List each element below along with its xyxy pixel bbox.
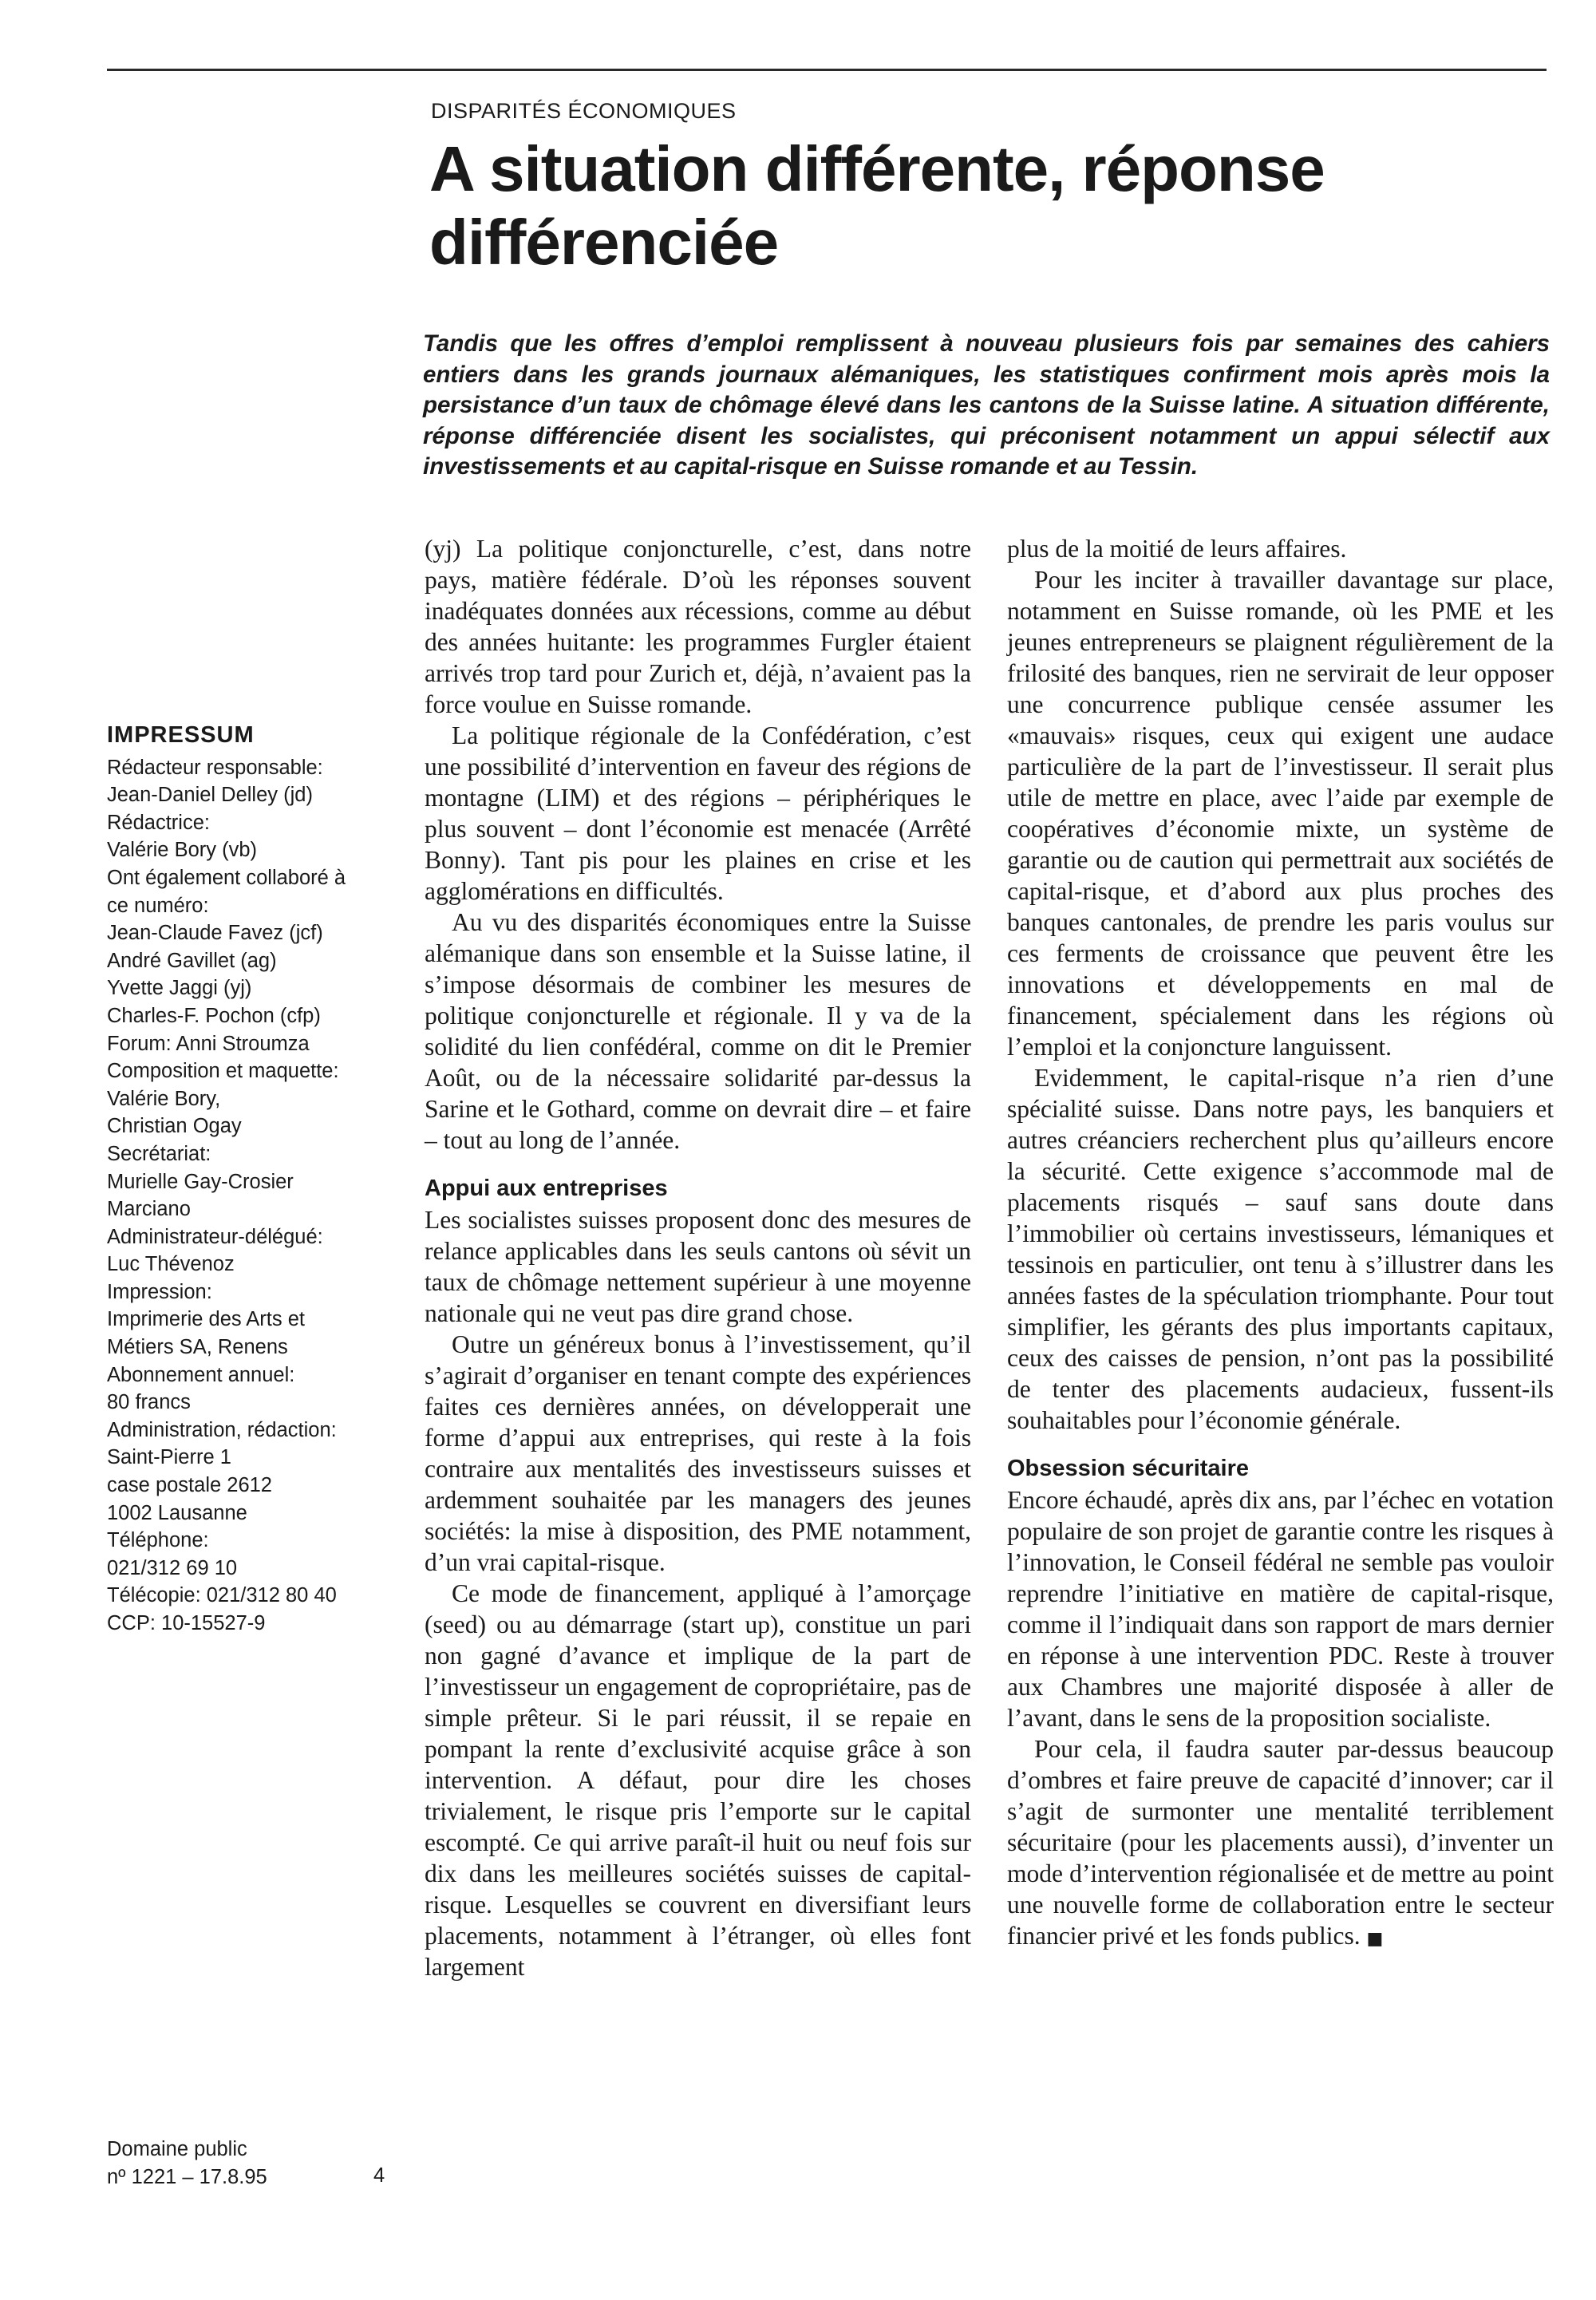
- impressum-line: Murielle Gay-Crosier: [107, 1170, 294, 1193]
- paragraph-text: Pour cela, il faudra sauter par-dessus beaucoup d’ombres et faire preuve de capacité d’innover; car il s’agit de surmonter une mentalité terriblement sécuritaire (pour les placements aussi), d’inventer un mode d’intervention régionalisée et de mettre au point une nouvelle forme de collaboration entre le secteur financier privé et les fonds publics.: [1007, 1735, 1554, 1950]
- impressum-line: Secrétariat:: [107, 1142, 211, 1165]
- impressum-line: Rédactrice:: [107, 811, 210, 834]
- article-lead: Tandis que les offres d’emploi remplissent à nouveau plusieurs fois par semaines des cahiers entiers dans les grands journaux alémaniques, les statistiques confirment mois après mois la persistance d’un taux de chômage élevé dans les cantons de la Suisse latine. A situation différente, réponse différenciée disent les socialistes, qui préconisent notamment un appui sélectif aux investissements et au capital-risque en Suisse romande et au Tessin.: [423, 330, 1550, 480]
- paragraph: Evidemment, le capital-risque n’a rien d’une spécialité suisse. Dans notre pays, les banquiers et autres créanciers recherchent plus qu’ailleurs encore la sécurité. Cette exigence s’accommode mal de placements risqués – sauf sans doute dans l’immobilier où certains investisseurs, lémaniques et tessinois en particulier, ont tenu à s’illustrer dans les années fastes de la spéculation triomphante. Pour tout simplifier, les gérants des plus importants capitaux, ceux des caisses de pension, n’ont pas la possibilité de tenter des placements audacieux, fussent-ils souhaitables pour l’économie générale.: [1007, 1064, 1554, 1434]
- paragraph: plus de la moitié de leurs affaires.: [1007, 535, 1347, 563]
- paragraph: Encore échaudé, après dix ans, par l’échec en votation populaire de son projet de garantie contre les risques à l’innovation, le Conseil fédéral ne semble pas vouloir reprendre l’initiative en matière de capital-risque, comme il l’indiquait dans son rapport de mars dernier en réponse à une intervention PDC. Reste à trouver aux Chambres une majorité disposée à aller de l’avant, dans le sens de la proposition socialiste.: [1007, 1486, 1554, 1732]
- paragraph: Outre un généreux bonus à l’investissement, qu’il s’agirait d’organiser en tenant compte des expériences faites ces dernières années, on développerait une forme d’appui aux entreprises, qui reste à la fois contraire aux mentalités des investisseurs suisses et ardemment souhaitée par les managers des jeunes sociétés: la mise à disposition, des PME notamment, d’un vrai capital-risque.: [425, 1330, 971, 1576]
- impressum-line: ce numéro:: [107, 894, 209, 917]
- issue-info: nº 1221 – 17.8.95: [107, 2165, 267, 2188]
- impressum-line: Composition et maquette:: [107, 1060, 339, 1083]
- publication-name: Domaine public: [107, 2138, 247, 2160]
- impressum-line: Jean-Daniel Delley (jd): [107, 784, 313, 807]
- impressum-line: 021/312 69 10: [107, 1556, 238, 1579]
- impressum-line: Yvette Jaggi (yj): [107, 977, 252, 1000]
- impressum-line: Administration, rédaction:: [107, 1418, 337, 1441]
- impressum-line: Ont également collaboré à: [107, 866, 346, 889]
- top-rule: [107, 69, 1547, 71]
- subheading-obsession-securitaire: Obsession sécuritaire: [1007, 1456, 1250, 1481]
- impressum-title: IMPRESSUM: [107, 722, 255, 748]
- impressum-line: Métiers SA, Renens: [107, 1336, 288, 1359]
- article-headline: A situation différente, réponse différenciée: [429, 133, 1325, 278]
- impressum-line: Rédacteur responsable:: [107, 756, 323, 779]
- impressum-line: Administrateur-délégué:: [107, 1225, 323, 1248]
- article-column-2: [1007, 533, 1554, 1954]
- paragraph: (yj) La politique conjoncturelle, c’est, dans notre pays, matière fédérale. D’où les réponses souvent inadéquates données aux récessions, comme au début des années huitante: les programmes Furgler étaient arrivés trop tard pour Zurich et, déjà, n’avaient pas la force voulue en Suisse romande.: [425, 535, 971, 718]
- impressum-line: Valérie Bory (vb): [107, 839, 258, 862]
- article-column-1: [425, 533, 971, 1982]
- section-kicker: DISPARITÉS ÉCONOMIQUES: [431, 99, 737, 123]
- impressum-line: Valérie Bory,: [107, 1087, 221, 1110]
- impressum-line: Charles-F. Pochon (cfp): [107, 1004, 321, 1027]
- impressum-line: Impression:: [107, 1280, 212, 1303]
- impressum-box: [107, 721, 386, 1638]
- paragraph: Les socialistes suisses proposent donc des mesures de relance applicables dans les seuls cantons où sévit un taux de chômage nettement supérieur à une moyenne nationale qui ne veut pas dire grand chose.: [425, 1206, 971, 1327]
- impressum-line: Saint-Pierre 1: [107, 1446, 231, 1469]
- impressum-line: Téléphone:: [107, 1529, 209, 1552]
- end-of-article-mark: ■: [1366, 1929, 1384, 1949]
- impressum-line: Télécopie: 021/312 80 40: [107, 1584, 337, 1607]
- impressum-line: Forum: Anni Stroumza: [107, 1032, 310, 1055]
- page-number: 4: [373, 2164, 385, 2187]
- paragraph: Ce mode de financement, appliqué à l’amorçage (seed) ou au démarrage (start up), constitue un pari non gagné d’avance et implique de la part de l’investisseur un engagement de copropriétaire, pas de simple prêteur. Si le pari réussit, il se repaie en pompant la rente d’exclusivité acquise grâce à son intervention. A défaut, pour dire les choses trivialement, le risque pris l’emporte sur le capital escompté. Ce qui arrive paraît-il huit ou neuf fois sur dix dans les meilleures sociétés suisses de capital-risque. Lesquelles se couvrent en diversifiant leurs placements, notamment à l’étranger, où elles font largement: [425, 1579, 971, 1981]
- publication-footer: [107, 2136, 394, 2191]
- impressum-line: Luc Thévenoz: [107, 1253, 235, 1276]
- impressum-line: 80 francs: [107, 1391, 191, 1414]
- subheading-appui-aux-entreprises: Appui aux entreprises: [425, 1176, 668, 1201]
- impressum-line: 1002 Lausanne: [107, 1501, 247, 1524]
- impressum-line: Marciano: [107, 1198, 191, 1221]
- impressum-lines: [107, 754, 386, 1638]
- paragraph: Pour les inciter à travailler davantage sur place, notamment en Suisse romande, où les PME et les jeunes entrepreneurs se plaignent régulièrement de la frilosité des banques, rien ne servirait de leur opposer une concurrence publique censée assumer les «mauvais» risques, ceux qui exigent une audace particulière de la part de l’investisseur. Il serait plus utile de mettre en place, avec l’aide par exemple de coopératives d’économie mixte, un système de garantie ou de caution qui permettrait aux sociétés de capital-risque, et d’abord aux plus proches des banques cantonales, de prendre les paris voulus sur ces ferments de croissance que peuvent être les innovations et développements en mal de financement, spécialement dans les régions où l’emploi et la conjoncture languissent.: [1007, 566, 1554, 1061]
- paragraph: La politique régionale de la Confédération, c’est une possibilité d’intervention en faveur des régions de montagne (LIM) et des régions – périphériques le plus souvent – dont l’économie est menacée (Arrêté Bonny). Tant pis pour les plaines en crise et les agglomérations en difficultés.: [425, 721, 971, 905]
- impressum-line: Abonnement annuel:: [107, 1363, 295, 1386]
- impressum-line: Jean-Claude Favez (jcf): [107, 922, 323, 945]
- impressum-line: case postale 2612: [107, 1474, 272, 1497]
- impressum-line: André Gavillet (ag): [107, 949, 277, 972]
- impressum-line: Christian Ogay: [107, 1115, 242, 1138]
- paragraph: Au vu des disparités économiques entre la Suisse alémanique dans son ensemble et la Suisse latine, il s’impose désormais de combiner les mesures de politique conjoncturelle et régionale. Il y va de la solidité du lien confédéral, comme on dit le Premier Août, ou de la nécessaire solidarité par-dessus la Sarine et le Gothard, comme on devrait dire – et faire – tout au long de l’année.: [425, 908, 971, 1154]
- paragraph: [1007, 1733, 1554, 1954]
- impressum-line: CCP: 10-15527-9: [107, 1612, 266, 1634]
- impressum-line: Imprimerie des Arts et: [107, 1308, 305, 1331]
